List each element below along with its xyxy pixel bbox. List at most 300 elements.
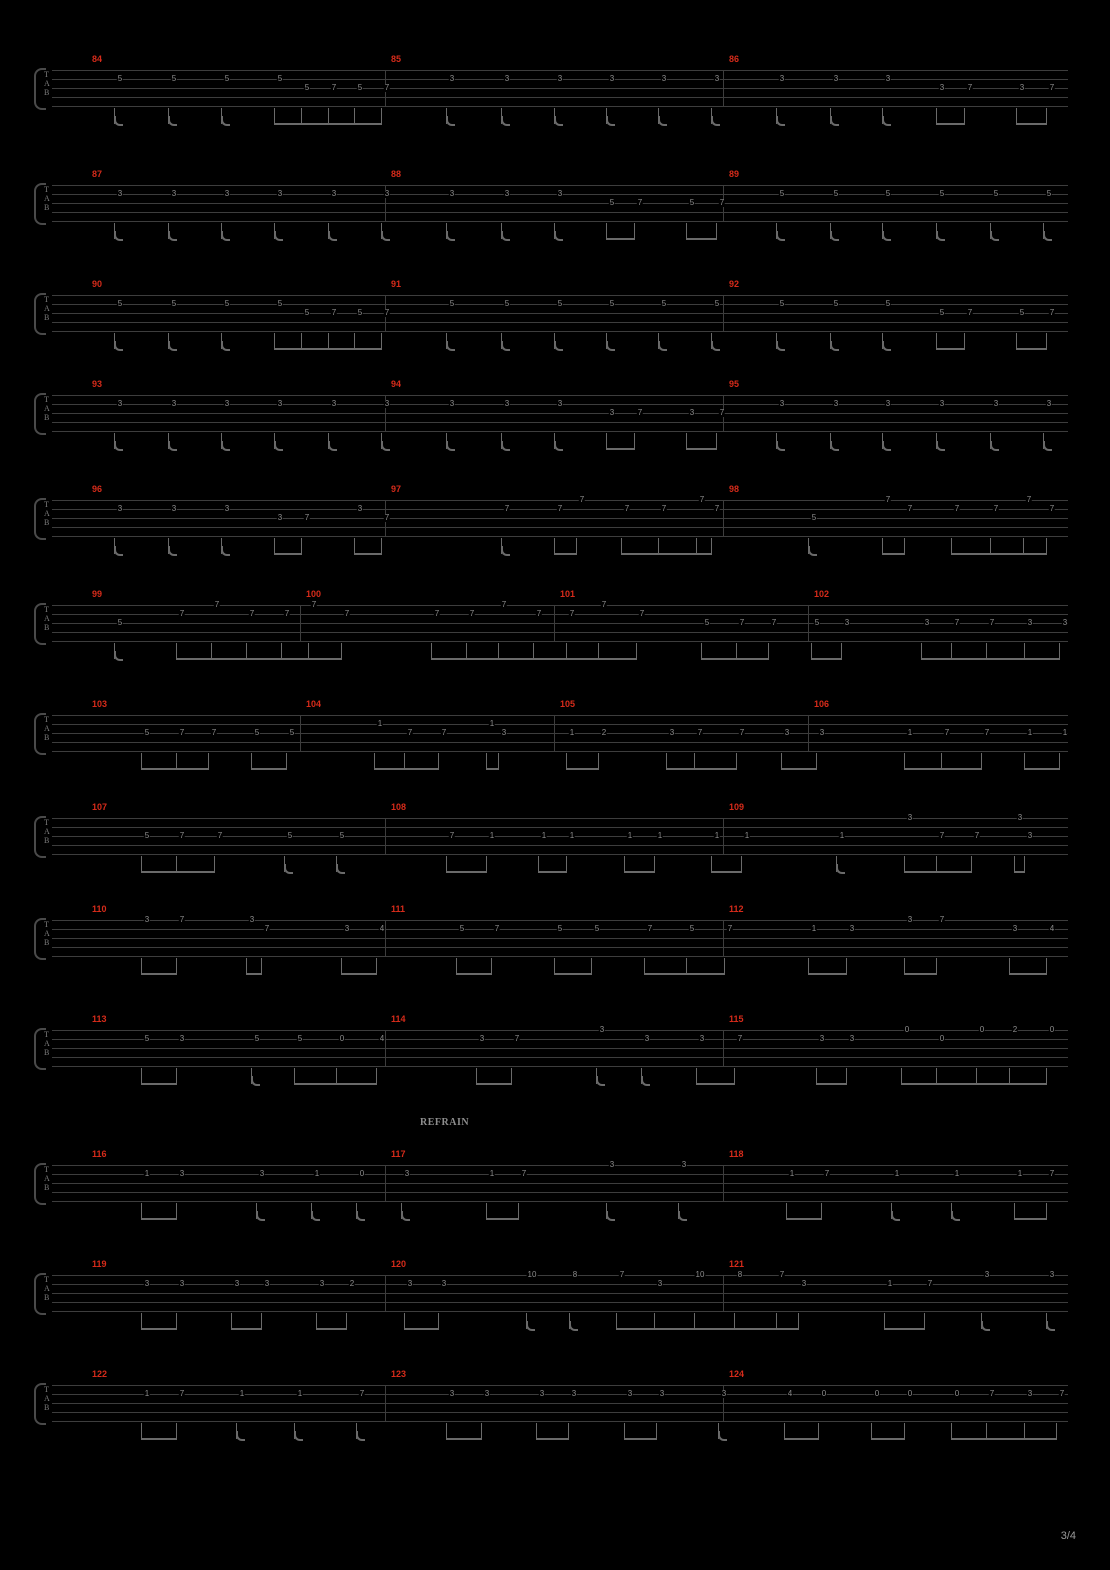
- note-stem: [341, 958, 342, 974]
- tab-note: 1: [314, 1169, 320, 1178]
- note-flag: [658, 116, 667, 126]
- staff-line: [52, 1183, 1068, 1184]
- tab-note: 1: [1062, 728, 1068, 737]
- tab-note: 3: [501, 728, 507, 737]
- note-stem: [696, 1068, 697, 1084]
- tab-note: 7: [569, 609, 575, 618]
- bar-line: [723, 920, 724, 957]
- measure-number: 93: [92, 379, 103, 389]
- tab-note: 5: [609, 299, 615, 308]
- note-flag: [951, 1211, 960, 1221]
- beam: [606, 238, 635, 240]
- tab-note: 5: [814, 618, 820, 627]
- note-flag: [936, 441, 945, 451]
- beam: [711, 871, 742, 873]
- measure-number: 112: [729, 904, 744, 914]
- tab-note: 1: [144, 1169, 150, 1178]
- tab-note: 3: [801, 1279, 807, 1288]
- measure-number: 122: [92, 1369, 108, 1379]
- tab-note: 7: [1059, 1389, 1065, 1398]
- tab-clef-label: T A B: [44, 1275, 50, 1302]
- tab-note: 3: [449, 189, 455, 198]
- beam: [686, 448, 717, 450]
- staff-lines: [52, 715, 1068, 751]
- bar-line: [723, 70, 724, 107]
- note-flag: [311, 1211, 320, 1221]
- tab-note: 3: [689, 408, 695, 417]
- note-flag: [678, 1211, 687, 1221]
- staff-line: [52, 605, 1068, 606]
- staff-line: [52, 742, 1068, 743]
- tab-note: 3: [659, 1389, 665, 1398]
- tab-note: 5: [885, 189, 891, 198]
- beam: [884, 1328, 925, 1330]
- tab-note: 1: [894, 1169, 900, 1178]
- tab-note: 7: [211, 728, 217, 737]
- tab-note: 7: [714, 504, 720, 513]
- tab-note: 7: [521, 1169, 527, 1178]
- note-stem: [554, 958, 555, 974]
- tab-note: 7: [989, 618, 995, 627]
- tab-note: 1: [1027, 728, 1033, 737]
- measure-number: 103: [92, 699, 108, 709]
- tab-note: 7: [939, 831, 945, 840]
- beam: [696, 1083, 735, 1085]
- note-stem: [724, 958, 725, 974]
- note-stem: [964, 333, 965, 349]
- note-stem: [598, 643, 599, 659]
- note-stem: [776, 1313, 777, 1329]
- note-stem: [1024, 643, 1025, 659]
- tab-note: 3: [779, 74, 785, 83]
- beam: [951, 553, 1047, 555]
- measure-number: 111: [391, 904, 406, 914]
- tab-note: 5: [144, 1034, 150, 1043]
- tab-note: 0: [339, 1034, 345, 1043]
- note-stem: [208, 753, 209, 769]
- tab-note: 5: [171, 74, 177, 83]
- staff-line: [52, 295, 1068, 296]
- tab-note: 5: [811, 513, 817, 522]
- staff-line: [52, 431, 1068, 432]
- note-stem: [176, 1313, 177, 1329]
- staff-line: [52, 1057, 1068, 1058]
- staff-line: [52, 836, 1068, 837]
- note-flag: [168, 231, 177, 241]
- note-stem: [658, 538, 659, 554]
- tab-note: 3: [179, 1169, 185, 1178]
- tab-clef-label: T A B: [44, 70, 50, 97]
- tab-note: 1: [657, 831, 663, 840]
- note-flag: [711, 116, 720, 126]
- tab-note: 3: [599, 1025, 605, 1034]
- measure-number: 102: [814, 589, 830, 599]
- bar-line: [723, 1030, 724, 1067]
- note-stem: [634, 223, 635, 239]
- beam: [936, 123, 965, 125]
- note-flag: [294, 1431, 303, 1441]
- tab-note: 7: [514, 1034, 520, 1043]
- tab-note: 7: [1049, 308, 1055, 317]
- tab-note: 3: [669, 728, 675, 737]
- note-flag: [990, 231, 999, 241]
- measure-number: 108: [391, 802, 407, 812]
- tab-note: 7: [967, 83, 973, 92]
- note-flag: [114, 231, 123, 241]
- staff-line: [52, 956, 1068, 957]
- beam: [486, 1218, 519, 1220]
- tab-note: 3: [907, 915, 913, 924]
- staff-line: [52, 1293, 1068, 1294]
- note-stem: [768, 643, 769, 659]
- note-stem: [381, 538, 382, 554]
- tab-note: 5: [594, 924, 600, 933]
- tab-note: 5: [993, 189, 999, 198]
- measure-number: 89: [729, 169, 740, 179]
- note-flag: [981, 1321, 990, 1331]
- tab-note: 1: [569, 831, 575, 840]
- beam: [141, 1438, 177, 1440]
- measure-number: 119: [92, 1259, 107, 1269]
- note-flag: [221, 231, 230, 241]
- measure-number: 115: [729, 1014, 744, 1024]
- tab-clef-label: T A B: [44, 500, 50, 527]
- note-stem: [786, 1203, 787, 1219]
- staff-line: [52, 854, 1068, 855]
- tab-note: 4: [1049, 924, 1055, 933]
- tab-note: 7: [907, 504, 913, 513]
- note-stem: [354, 333, 355, 349]
- note-flag: [221, 546, 230, 556]
- note-stem: [274, 108, 275, 124]
- note-stem: [466, 643, 467, 659]
- note-stem: [841, 643, 842, 659]
- tab-clef-label: T A B: [44, 1165, 50, 1192]
- tab-note: 5: [357, 308, 363, 317]
- tab-note: 5: [833, 189, 839, 198]
- tab-note: 1: [541, 831, 547, 840]
- note-flag: [114, 651, 123, 661]
- tab-note: 3: [907, 813, 913, 822]
- note-stem: [381, 108, 382, 124]
- beam: [686, 238, 717, 240]
- tab-note: 1: [144, 1389, 150, 1398]
- measure-number: 97: [391, 484, 402, 494]
- tab-clef-label: T A B: [44, 395, 50, 422]
- beam: [176, 658, 342, 660]
- note-flag: [501, 546, 510, 556]
- bar-line: [300, 605, 301, 642]
- beam: [476, 1083, 512, 1085]
- beam: [904, 871, 972, 873]
- tab-note: 7: [954, 504, 960, 513]
- beam: [816, 1083, 847, 1085]
- tab-note: 5: [939, 308, 945, 317]
- note-stem: [446, 856, 447, 872]
- note-flag: [882, 116, 891, 126]
- note-stem: [1046, 108, 1047, 124]
- staff-line: [52, 1039, 1068, 1040]
- note-stem: [1046, 333, 1047, 349]
- staff-line: [52, 500, 1068, 501]
- tab-note: 7: [885, 495, 891, 504]
- tab-note: 8: [572, 1270, 578, 1279]
- staff-line: [52, 527, 1068, 528]
- staff-line: [52, 1066, 1068, 1067]
- tab-note: 1: [377, 719, 383, 728]
- tab-note: 5: [144, 831, 150, 840]
- tab-note: 3: [117, 189, 123, 198]
- tab-note: 7: [1026, 495, 1032, 504]
- tab-note: 3: [721, 1389, 727, 1398]
- tab-note: 3: [849, 1034, 855, 1043]
- measure-number: 120: [391, 1259, 407, 1269]
- staff-line: [52, 1201, 1068, 1202]
- tab-note: 3: [384, 189, 390, 198]
- tab-note: 5: [277, 74, 283, 83]
- tab-note: 7: [1049, 504, 1055, 513]
- note-stem: [882, 538, 883, 554]
- tab-note: 7: [993, 504, 999, 513]
- note-flag: [221, 341, 230, 351]
- staff-line: [52, 422, 1068, 423]
- note-stem: [274, 333, 275, 349]
- tab-note: 5: [939, 189, 945, 198]
- tab-note: 7: [179, 1389, 185, 1398]
- tab-note: 1: [839, 831, 845, 840]
- note-flag: [830, 341, 839, 351]
- tab-note: 7: [739, 618, 745, 627]
- note-stem: [656, 1423, 657, 1439]
- note-stem: [816, 1068, 817, 1084]
- note-flag: [168, 441, 177, 451]
- tab-note: 3: [699, 1034, 705, 1043]
- note-stem: [176, 1203, 177, 1219]
- beam: [316, 1328, 347, 1330]
- note-stem: [811, 643, 812, 659]
- note-flag: [526, 1321, 535, 1331]
- note-flag: [718, 1431, 727, 1441]
- note-stem: [716, 223, 717, 239]
- staff-line: [52, 221, 1068, 222]
- note-flag: [168, 341, 177, 351]
- beam: [538, 871, 567, 873]
- note-stem: [486, 856, 487, 872]
- tab-note: 3: [1012, 924, 1018, 933]
- note-flag: [830, 116, 839, 126]
- tab-clef-label: T A B: [44, 1030, 50, 1057]
- note-flag: [256, 1211, 265, 1221]
- tab-note: 7: [1049, 83, 1055, 92]
- tab-note: 5: [171, 299, 177, 308]
- note-stem: [376, 1068, 377, 1084]
- tab-note: 5: [704, 618, 710, 627]
- note-stem: [1024, 753, 1025, 769]
- tab-note: 3: [1027, 618, 1033, 627]
- note-stem: [904, 753, 905, 769]
- tab-note: 3: [984, 1270, 990, 1279]
- tab-note: 7: [624, 504, 630, 513]
- section-label: REFRAIN: [420, 1117, 470, 1128]
- note-stem: [1046, 538, 1047, 554]
- note-flag: [328, 231, 337, 241]
- bar-line: [723, 1165, 724, 1202]
- tab-note: 7: [179, 915, 185, 924]
- tab-note: 3: [1019, 83, 1025, 92]
- note-stem: [654, 856, 655, 872]
- tab-note: 0: [954, 1389, 960, 1398]
- measure-number: 110: [92, 904, 107, 914]
- note-stem: [821, 1203, 822, 1219]
- note-flag: [1046, 1321, 1055, 1331]
- tab-note: 7: [434, 609, 440, 618]
- tab-note: 2: [349, 1279, 355, 1288]
- beam: [446, 1438, 482, 1440]
- tab-note: 5: [689, 924, 695, 933]
- note-stem: [924, 1313, 925, 1329]
- measure-number: 91: [391, 279, 402, 289]
- tab-note: 4: [379, 1034, 385, 1043]
- beam: [624, 1438, 657, 1440]
- staff-line: [52, 641, 1068, 642]
- note-stem: [536, 1423, 537, 1439]
- tab-note: 0: [821, 1389, 827, 1398]
- bar-line: [554, 605, 555, 642]
- note-flag: [554, 441, 563, 451]
- beam: [871, 1438, 905, 1440]
- tab-note: 5: [779, 299, 785, 308]
- note-flag: [606, 341, 615, 351]
- staff-line: [52, 1385, 1068, 1386]
- tab-note: 3: [277, 399, 283, 408]
- note-stem: [354, 108, 355, 124]
- note-stem: [936, 1068, 937, 1084]
- tab-note: 5: [885, 299, 891, 308]
- note-flag: [776, 116, 785, 126]
- beam: [141, 1083, 177, 1085]
- tab-note: 1: [627, 831, 633, 840]
- note-stem: [354, 538, 355, 554]
- tab-note: 3: [939, 399, 945, 408]
- beam: [904, 973, 937, 975]
- beam: [624, 871, 655, 873]
- tab-note: 1: [744, 831, 750, 840]
- tab-note: 3: [833, 74, 839, 83]
- note-stem: [936, 856, 937, 872]
- tab-note: 7: [384, 308, 390, 317]
- note-stem: [438, 753, 439, 769]
- beam: [811, 658, 842, 660]
- note-stem: [486, 753, 487, 769]
- beam: [141, 1328, 177, 1330]
- note-stem: [176, 958, 177, 974]
- tab-note: 3: [504, 74, 510, 83]
- staff-line: [52, 395, 1068, 396]
- note-stem: [951, 643, 952, 659]
- note-stem: [901, 1068, 902, 1084]
- tab-note: 1: [1017, 1169, 1023, 1178]
- note-stem: [328, 333, 329, 349]
- tab-note: 3: [504, 399, 510, 408]
- note-stem: [294, 1068, 295, 1084]
- tab-note: 1: [907, 728, 913, 737]
- note-flag: [356, 1431, 365, 1441]
- note-stem: [481, 1423, 482, 1439]
- tab-clef-label: T A B: [44, 1385, 50, 1412]
- tab-note: 3: [277, 189, 283, 198]
- tab-note: 5: [117, 618, 123, 627]
- measure-number: 114: [391, 1014, 406, 1024]
- note-stem: [1016, 108, 1017, 124]
- tab-note: 0: [874, 1389, 880, 1398]
- note-flag: [274, 231, 283, 241]
- bar-line: [808, 605, 809, 642]
- note-flag: [936, 231, 945, 241]
- tab-note: 5: [609, 198, 615, 207]
- tab-note: 7: [557, 504, 563, 513]
- note-flag: [554, 341, 563, 351]
- tab-note: 7: [407, 728, 413, 737]
- note-stem: [1014, 856, 1015, 872]
- note-flag: [882, 341, 891, 351]
- note-flag: [990, 441, 999, 451]
- tab-note: 3: [404, 1169, 410, 1178]
- note-stem: [936, 958, 937, 974]
- tab-note: 3: [449, 74, 455, 83]
- beam: [1024, 768, 1060, 770]
- tab-note: 3: [779, 399, 785, 408]
- beam: [231, 1328, 262, 1330]
- staff-lines: [52, 1275, 1068, 1311]
- tab-note: 3: [407, 1279, 413, 1288]
- beam: [294, 1083, 377, 1085]
- note-flag: [891, 1211, 900, 1221]
- tab-note: 5: [289, 728, 295, 737]
- note-stem: [616, 1313, 617, 1329]
- tab-note: 5: [277, 299, 283, 308]
- beam: [921, 658, 1060, 660]
- note-stem: [568, 1423, 569, 1439]
- bar-line: [300, 715, 301, 752]
- tab-note: 3: [479, 1034, 485, 1043]
- beam: [786, 1218, 822, 1220]
- note-stem: [438, 1313, 439, 1329]
- measure-number: 109: [729, 802, 745, 812]
- tab-note: 3: [117, 504, 123, 513]
- note-flag: [284, 864, 293, 874]
- tab-note: 5: [287, 831, 293, 840]
- tab-note: 1: [887, 1279, 893, 1288]
- note-stem: [734, 1068, 735, 1084]
- note-flag: [1043, 231, 1052, 241]
- note-stem: [606, 223, 607, 239]
- tab-note: 5: [557, 924, 563, 933]
- tab-clef-label: T A B: [44, 920, 50, 947]
- beam: [1014, 1218, 1047, 1220]
- tab-note: 3: [819, 1034, 825, 1043]
- bar-line: [385, 1275, 386, 1312]
- note-stem: [261, 1313, 262, 1329]
- staff-line: [52, 818, 1068, 819]
- bar-line: [723, 500, 724, 537]
- note-stem: [1024, 856, 1025, 872]
- staff-line: [52, 313, 1068, 314]
- tab-note: 3: [224, 399, 230, 408]
- note-stem: [784, 1423, 785, 1439]
- note-flag: [236, 1431, 245, 1441]
- tab-note: 7: [504, 504, 510, 513]
- tab-note: 3: [1062, 618, 1068, 627]
